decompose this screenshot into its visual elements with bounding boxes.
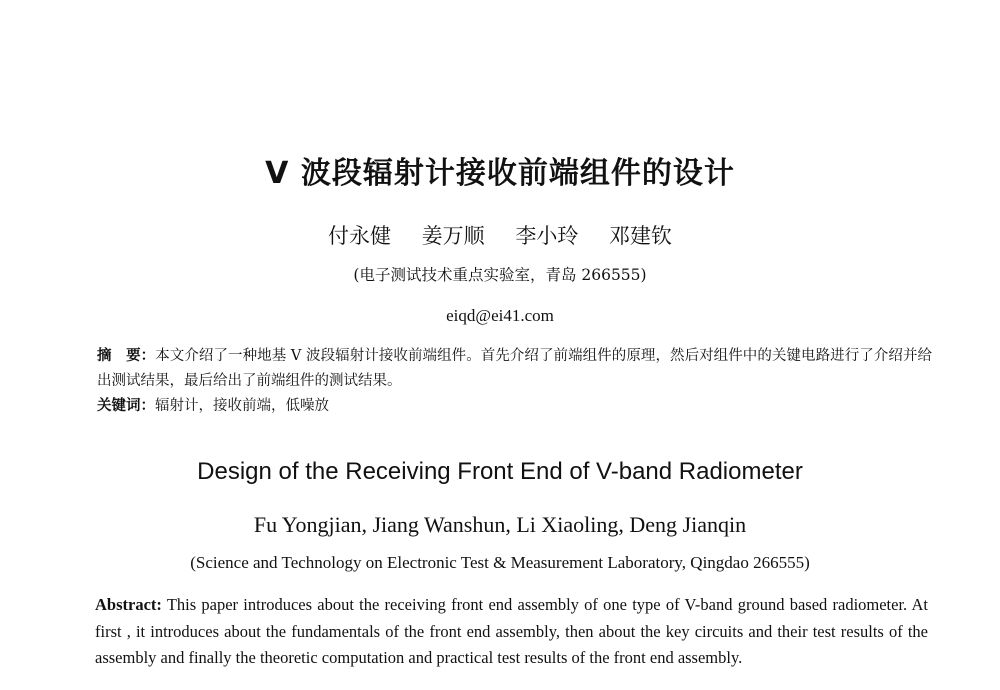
chinese-keywords bbox=[97, 394, 932, 419]
english-abstract-label: Abstract: bbox=[95, 595, 162, 614]
english-abstract-text: This paper introduces about the receiving front end assembly of one type of V-band ground based radiometer. At first , it introduces about the fundamentals of the front end assembly, then about the key circuits and their test results of the assembly and finally the theoretic computation and practical test results of the front end assembly. bbox=[95, 595, 928, 667]
chinese-keywords-label: 关键词： bbox=[97, 398, 155, 414]
english-authors: Fu Yongjian, Jiang Wanshun, Li Xiaoling, Deng Jianqin bbox=[253, 512, 747, 537]
chinese-abstract-label: 摘 要： bbox=[97, 348, 156, 364]
chinese-abstract-text: 本文介绍了一种地基 V 波段辐射计接收前端组件。首先介绍了前端组件的原理，然后对组件中的关键电路进行了介绍并给出测试结果，最后给出了前端组件的测试结果。 bbox=[97, 348, 932, 389]
author-2: 姜万顺 bbox=[421, 224, 485, 248]
english-abstract bbox=[95, 592, 928, 672]
author-1: 付永健 bbox=[327, 224, 391, 248]
chinese-keywords-text: 辐射计，接收前端，低噪放 bbox=[155, 398, 329, 414]
chinese-abstract bbox=[97, 344, 932, 394]
english-affiliation: (Science and Technology on Electronic Test & Measurement Laboratory, Qingdao 266555) bbox=[190, 553, 810, 572]
author-4: 邓建钦 bbox=[609, 224, 673, 248]
contact-email: eiqd@ei41.com bbox=[446, 306, 554, 325]
english-title: Design of the Receiving Front End of V-band Radiometer bbox=[197, 458, 803, 485]
author-3: 李小玲 bbox=[515, 224, 579, 248]
chinese-affiliation: (电子测试技术重点实验室，青岛 266555) bbox=[353, 266, 647, 284]
chinese-authors bbox=[0, 220, 1000, 250]
chinese-title: V 波段辐射计接收前端组件的设计 bbox=[265, 156, 735, 191]
